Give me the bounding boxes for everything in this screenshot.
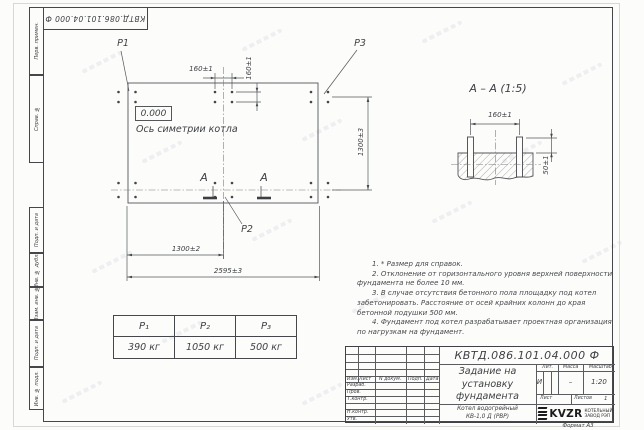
dim-160-vertical: 160±1 <box>245 56 253 80</box>
tb-line <box>346 403 439 404</box>
strip-label: Справ. № <box>33 106 40 132</box>
dim-1300-right: 1300±3 <box>357 127 365 157</box>
load-header-p1: P₁ <box>114 316 175 337</box>
tb-col-ndoc: N докум. <box>379 376 402 382</box>
section-dim-50: 50±1 <box>542 155 550 175</box>
load-header-p3: P₃ <box>236 316 297 337</box>
dim-160-horizontal: 160±1 <box>189 65 213 73</box>
tb-row-nkontr: Н.контр. <box>347 410 369 416</box>
strip-label: Подп. и дата <box>33 326 40 361</box>
tb-row-prov: Пров. <box>347 389 361 395</box>
company-logo <box>536 404 615 423</box>
tb-product-name <box>439 405 536 421</box>
plan-centerlines <box>111 67 341 259</box>
tb-title-line-1: Задание на <box>458 366 517 377</box>
tb-line <box>536 394 615 395</box>
tb-doc-number: КВТД.086.101.04.000 Ф <box>454 349 600 362</box>
note-3: 3. В случае отсутствия бетонного пола площадку под котел забетонировать. Расстояние от осей крайних колонн до края бетонной подушки 500 мм. <box>357 289 597 317</box>
tb-line <box>346 416 439 417</box>
tb-product-line-2: КВ-1,0 Д (РВР) <box>465 414 510 420</box>
tb-line <box>346 369 439 370</box>
tb-col-list: Лист <box>359 376 372 382</box>
note-2: 2. Отклонение от горизонтального уровня верхней поверхности фундамента не более 10 мм. <box>357 269 613 288</box>
tb-product-line-1: Котел водогрейный <box>457 406 518 412</box>
kvzr-coil-icon <box>538 407 547 420</box>
note-4: 4. Фундамент под котел разрабатывает проектная организация по нагрузкам на фундамент. <box>357 318 612 336</box>
load-header-p2: P₂ <box>175 316 236 337</box>
tb-sheets-value: 1 <box>604 396 608 402</box>
tb-line <box>375 347 376 424</box>
load-value-p3: 500 кг <box>236 337 297 359</box>
tb-mass-label: Масса <box>563 365 579 370</box>
tb-scale-value: 1:20 <box>591 378 607 386</box>
section-letter-left: А <box>200 171 208 184</box>
tb-lit-label: Лит. <box>542 365 554 370</box>
tb-scale-label: Масштаб <box>589 365 612 370</box>
strip-label: Подп. и дата <box>33 212 40 248</box>
section-dimension-arrows <box>471 123 553 158</box>
section-title: А – А (1:5) <box>469 82 527 95</box>
title-block <box>345 346 614 423</box>
foundation-loads-table <box>113 315 297 359</box>
strip-label: Инв. № подл. <box>33 370 40 407</box>
company-line-1: КОТЕЛЬНЫЙ <box>584 408 613 414</box>
tb-line <box>346 362 439 363</box>
tb-doc-title <box>439 366 536 404</box>
technical-notes <box>357 260 619 338</box>
section-dim-160: 160±1 <box>488 111 512 119</box>
load-value-p2: 1050 кг <box>175 337 236 359</box>
section-letter-right: А <box>260 171 268 184</box>
tb-line <box>571 394 572 404</box>
tb-line <box>424 347 425 424</box>
tb-col-izm: Изм. <box>347 376 359 382</box>
tb-row-utv: Утв. <box>347 417 358 423</box>
load-point-p3-label: P3 <box>354 38 366 49</box>
company-line-2: ЗАВОД РЭП <box>584 413 611 419</box>
load-leader-lines <box>121 50 357 224</box>
tb-line <box>536 371 615 372</box>
dim-1300-bottom: 1300±2 <box>171 245 201 253</box>
table-value-row <box>114 337 297 359</box>
format-a3-note: Формат А3 <box>562 423 594 429</box>
tb-row-tkontr: Т.контр. <box>347 396 368 402</box>
tb-lit-value: И <box>536 378 543 386</box>
note-1: 1. * Размер для справок. <box>372 260 463 268</box>
tb-line <box>346 354 439 355</box>
dim-2595-bottom: 2595±3 <box>213 267 243 275</box>
tb-title-line-2: установку <box>461 378 514 390</box>
tb-title-line-3: фундамента <box>456 391 519 402</box>
tb-sheet-label: Лист <box>540 396 553 401</box>
elevation-mark: 0.000 <box>135 106 172 121</box>
table-header-row <box>114 316 297 337</box>
load-value-p1: 390 кг <box>114 337 175 359</box>
strip-label: Инв. № дубл. <box>33 252 40 288</box>
tb-row-razrab: Разраб. <box>347 383 366 388</box>
company-name <box>584 409 612 419</box>
section-cut-marks <box>203 186 271 198</box>
tb-mass-value: – <box>568 378 573 386</box>
tb-line <box>406 347 407 424</box>
tb-col-podp: Подп. <box>408 376 423 382</box>
boiler-symmetry-axis-label: Ось симетрии котла <box>136 124 238 135</box>
tb-col-data: Дата <box>426 376 439 382</box>
strip-label: Перв. примен. <box>33 22 40 60</box>
doc-number-rotated: КВТД.086.101.04.000 Ф <box>45 14 146 23</box>
tb-sheets-label: Листов <box>574 396 592 401</box>
load-point-p2-label: P2 <box>241 224 253 235</box>
tb-line <box>551 371 552 394</box>
plan-foundation-outline <box>128 83 318 203</box>
tb-line <box>543 371 544 394</box>
kvzr-logo-text: KVZR <box>549 407 583 420</box>
strip-label: Взам. инв. № <box>33 286 40 321</box>
load-point-p1-label: P1 <box>117 38 129 49</box>
